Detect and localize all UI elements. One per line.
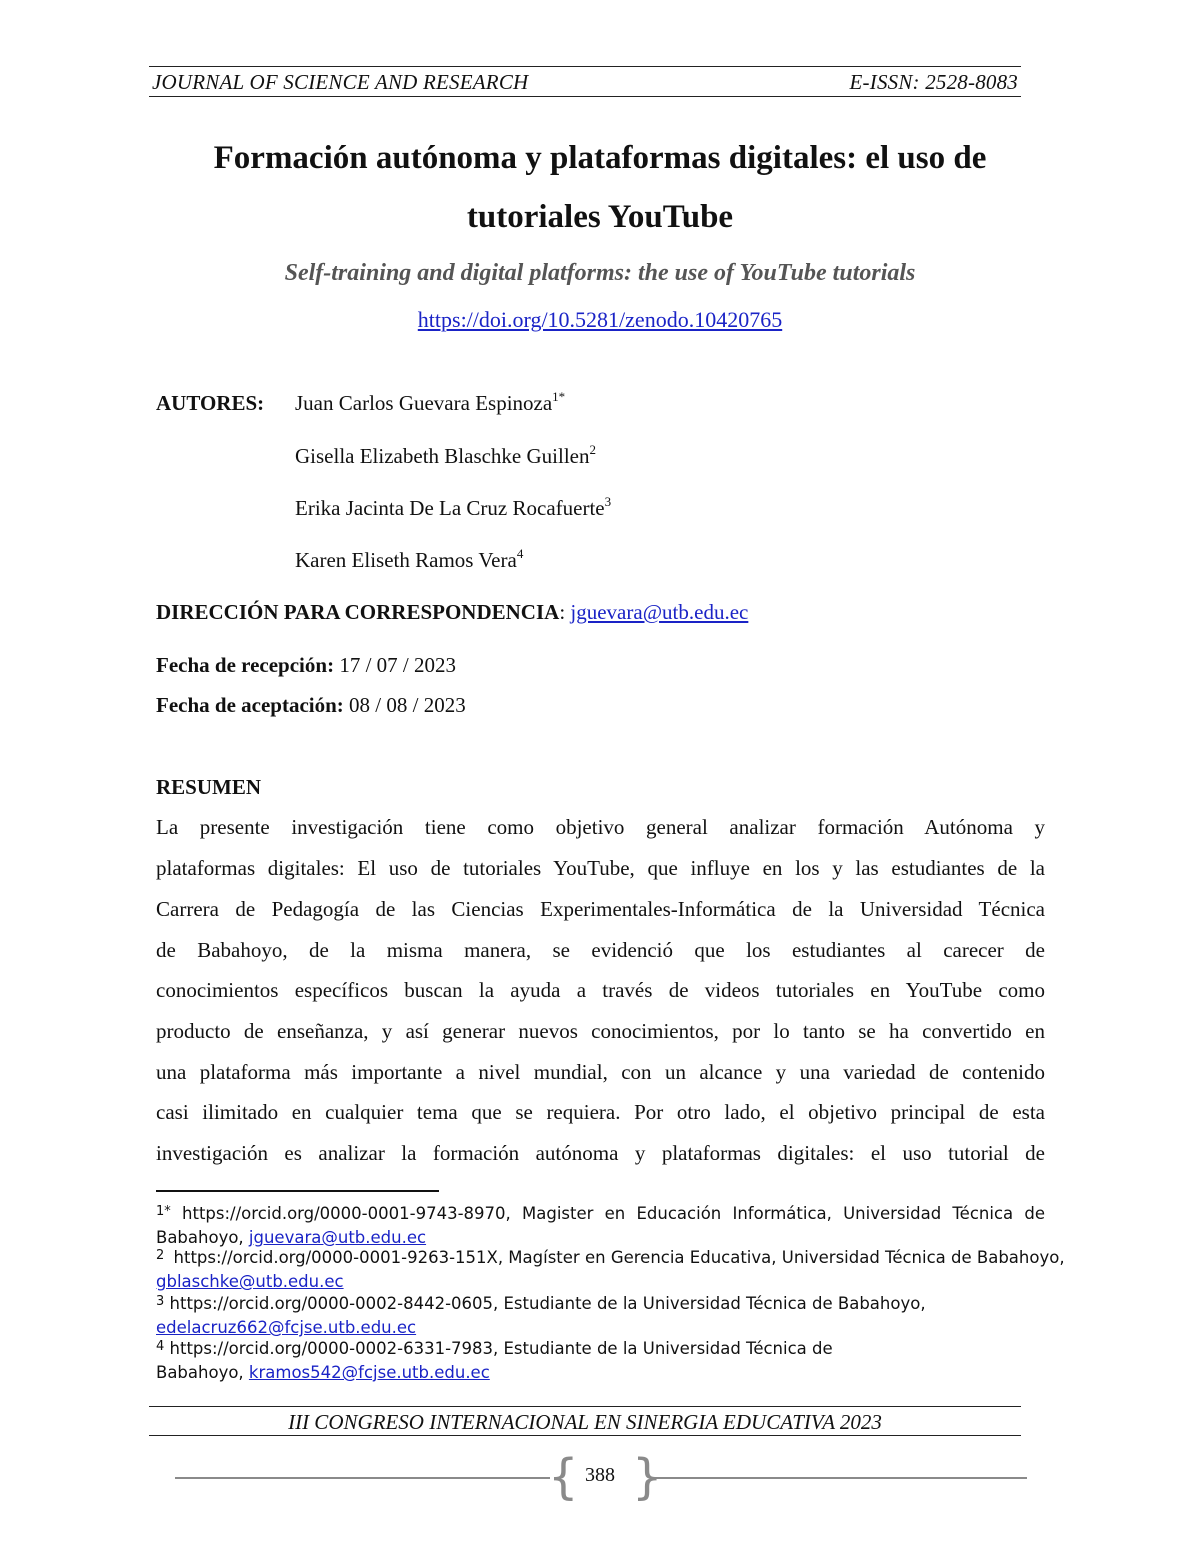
- footnote-continuation: Babahoyo,: [156, 1228, 249, 1247]
- abstract-line: investigación es analizar la formación autónoma y plataformas digitales: el uso tutorial de: [156, 1141, 1045, 1165]
- authors-label: AUTORES:: [156, 391, 265, 415]
- author-name: Gisella Elizabeth Blaschke Guillen: [295, 444, 590, 468]
- author-name: Juan Carlos Guevara Espinoza: [295, 391, 553, 415]
- abstract-line: Carrera de Pedagogía de las Ciencias Experimentales-Informática de la Universidad Técnica: [156, 897, 1045, 921]
- paper-title-english: Self-training and digital platforms: the use of YouTube tutorials: [284, 260, 916, 286]
- author-1: [295, 391, 565, 416]
- footnote-mark: 3: [156, 1294, 165, 1309]
- footer-bottom-rule: [149, 1435, 1021, 1436]
- footnote-text: https://orcid.org/0000-0001-9263-151X, Magíster en Gerencia Educativa, Universidad Técnica de Babahoyo,: [173, 1248, 1065, 1267]
- footnote-text: https://orcid.org/0000-0002-6331-7983, Estudiante de la Universidad Técnica de: [169, 1339, 833, 1358]
- footnote-2: [156, 1246, 1065, 1294]
- header-top-rule: [149, 66, 1021, 67]
- acceptance-date-value: 08 / 08 / 2023: [349, 693, 466, 717]
- correspondence-row: [156, 600, 748, 625]
- author-name: Erika Jacinta De La Cruz Rocafuerte: [295, 496, 605, 520]
- footnote-email-link[interactable]: jguevara@utb.edu.ec: [248, 1228, 427, 1247]
- page-number: 388: [585, 1464, 615, 1486]
- congress-footer: III CONGRESO INTERNACIONAL EN SINERGIA EDUCATIVA 2023: [288, 1410, 882, 1434]
- paper-title-line-2: tutoriales YouTube: [466, 199, 734, 235]
- footnote-text: https://orcid.org/0000-0001-9743-8970, Magister en Educación Informática, Universidad Técnica de: [182, 1204, 1045, 1223]
- right-brace-icon: }: [632, 1449, 663, 1505]
- paper-title-line-1: Formación autónoma y plataformas digitales: el uso de: [213, 140, 987, 176]
- abstract-line: plataformas digitales: El uso de tutoriales YouTube, que influye en los y las estudiantes de la: [156, 856, 1045, 880]
- footnote-email-link[interactable]: kramos542@fcjse.utb.edu.ec: [248, 1363, 490, 1382]
- abstract-line: una plataforma más importante a nivel mundial, con un alcance y una variedad de contenido: [156, 1060, 1045, 1084]
- footnote-mark: 1*: [156, 1204, 171, 1219]
- reception-date-value: 17 / 07 / 2023: [339, 653, 456, 677]
- author-affiliation-mark: 1*: [552, 389, 566, 404]
- author-affiliation-mark: 3: [604, 494, 612, 509]
- correspondence-email-link[interactable]: jguevara@utb.edu.ec: [570, 600, 749, 624]
- author-4: [295, 548, 523, 573]
- author-2: [295, 444, 596, 469]
- abstract-line: La presente investigación tiene como objetivo general analizar formación Autónoma y: [156, 815, 1045, 839]
- page-number-line-right: [652, 1477, 1027, 1479]
- running-header: [152, 70, 1018, 94]
- footnote-text: https://orcid.org/0000-0002-8442-0605, Estudiante de la Universidad Técnica de Babahoyo,: [169, 1294, 926, 1313]
- abstract-line: conocimientos específicos buscan la ayuda a través de videos tutoriales en YouTube como: [156, 978, 1045, 1002]
- reception-date-label: Fecha de recepción:: [156, 653, 335, 677]
- doi-link[interactable]: https://doi.org/10.5281/zenodo.10420765: [417, 307, 783, 332]
- abstract-line: casi ilimitado en cualquier tema que se requiera. Por otro lado, el objetivo principal de esta: [156, 1100, 1045, 1124]
- author-affiliation-mark: 4: [516, 546, 524, 561]
- acceptance-date-row: [156, 693, 466, 718]
- abstract-line: producto de enseñanza, y así generar nuevos conocimientos, por lo tanto se ha convertido en: [156, 1019, 1045, 1043]
- author-affiliation-mark: 2: [589, 442, 596, 457]
- abstract-heading: RESUMEN: [156, 775, 262, 799]
- footnote-continuation: Babahoyo,: [156, 1363, 249, 1382]
- footnote-3: [156, 1292, 1045, 1340]
- footnote-separator: [156, 1190, 439, 1192]
- author-3: [295, 496, 611, 521]
- footnote-email-link[interactable]: edelacruz662@fcjse.utb.edu.ec: [156, 1318, 417, 1337]
- abstract-line: de Babahoyo, de la misma manera, se evidenció que los estudiantes al carecer de: [156, 938, 1045, 962]
- author-name: Karen Eliseth Ramos Vera: [295, 548, 517, 572]
- footer-top-rule: [149, 1406, 1021, 1407]
- page-number-line-left: [175, 1477, 550, 1479]
- journal-name: JOURNAL OF SCIENCE AND RESEARCH: [152, 69, 529, 94]
- acceptance-date-label: Fecha de aceptación:: [156, 693, 344, 717]
- correspondence-colon: :: [559, 600, 566, 624]
- correspondence-label: DIRECCIÓN PARA CORRESPONDENCIA: [156, 600, 560, 624]
- left-brace-icon: {: [548, 1449, 579, 1505]
- reception-date-row: [156, 653, 456, 678]
- doi-row: [100, 307, 1100, 333]
- footnote-email-link[interactable]: gblaschke@utb.edu.ec: [156, 1272, 344, 1291]
- journal-issn: E-ISSN: 2528-8083: [849, 69, 1018, 94]
- header-bottom-rule: [149, 96, 1021, 97]
- footnote-4: [156, 1337, 1045, 1385]
- footnote-1: [156, 1202, 1045, 1250]
- footnote-mark: 2: [156, 1248, 165, 1263]
- footnote-mark: 4: [156, 1339, 165, 1354]
